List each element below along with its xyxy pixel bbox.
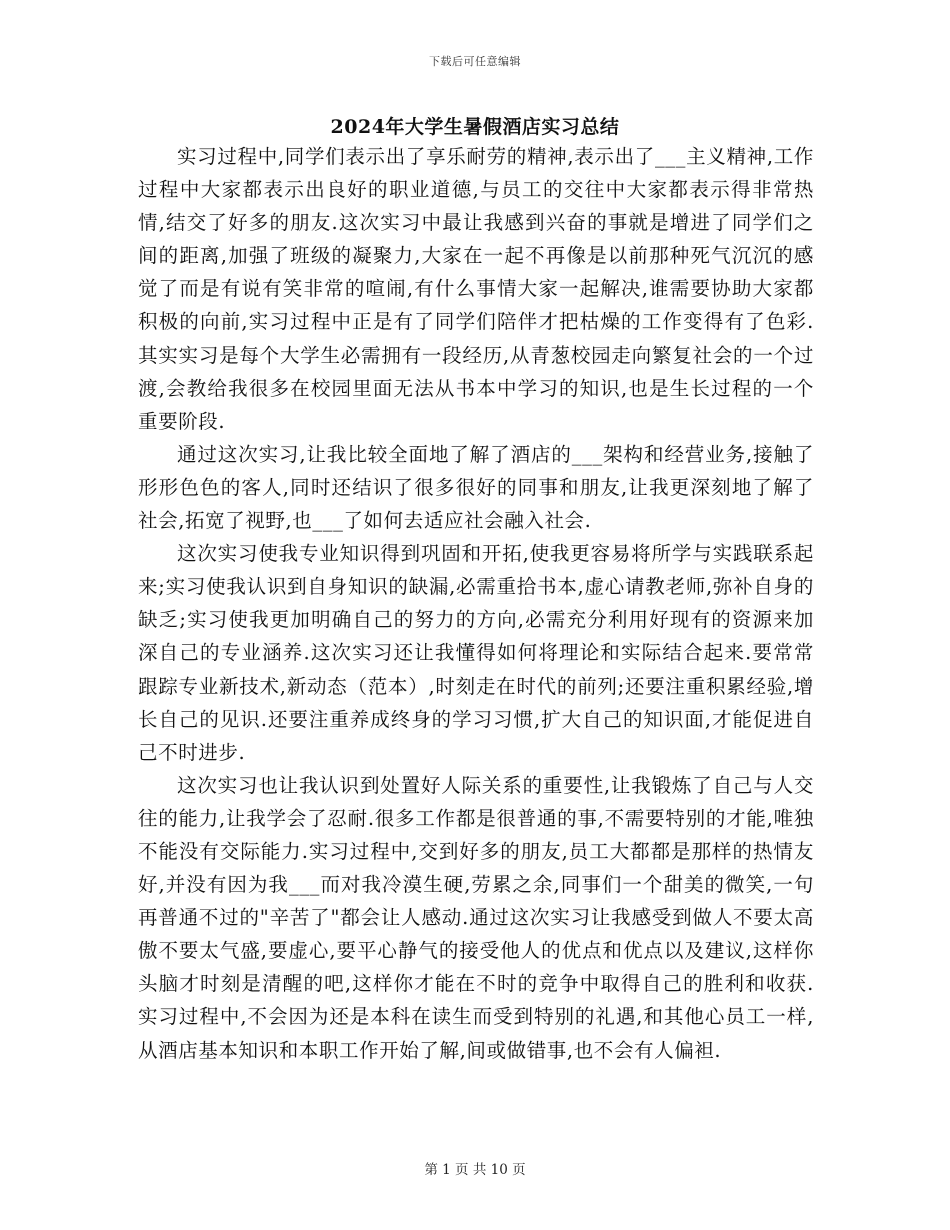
paragraph: 这次实习使我专业知识得到巩固和开拓,使我更容易将所学与实践联系起来;实习使我认识到自身知识的缺漏,必需重拾书本,虚心请教老师,弥补自身的缺乏;实习使我更加明确自己的努力的方向,必需充分利用好现有的资源来加深自己的专业涵养.这次实习还让我懂得如何将理论和实际结合起来.要常常跟踪专业新技术,新动态（范本）,时刻走在时代的前列;还要注重积累经验,增长自己的见识.还要注重养成终身的学习习惯,扩大自己的知识面,才能促进自己不时进步. <box>138 542 814 764</box>
paragraph: 实习过程中,同学们表示出了享乐耐劳的精神,表示出了___主义精神,工作过程中大家都表示出良好的职业道德,与员工的交往中大家都表示得非常热情,结交了好多的朋友.这次实习中最让我感到兴奋的事就是增进了同学们之间的距离,加强了班级的凝聚力,大家在一起不再像是以前那种死气沉沉的感觉了而是有说有笑非常的喧闹,有什么事情大家一起解决,谁需要协助大家都积极的向前,实习过程中正是有了同学们陪伴才把枯燥的工作变得有了色彩.其实实习是每个大学生必需拥有一段经历,从青葱校园走向繁复社会的一个过渡,会教给我很多在校园里面无法从书本中学习的知识,也是生长过程的一个重要阶段. <box>138 145 814 433</box>
paragraph: 通过这次实习,让我比较全面地了解了酒店的___架构和经营业务,接触了形形色色的客人,同时还结识了很多很好的同事和朋友,让我更深刻地了解了社会,拓宽了视野,也___了如何去适应社会融入社会. <box>138 442 814 533</box>
download-note: 下载后可任意编辑 <box>429 55 521 68</box>
document-title: 2024年大学生暑假酒店实习总结 <box>330 116 620 138</box>
paragraph: 这次实习也让我认识到处置好人际关系的重要性,让我锻炼了自己与人交往的能力,让我学会了忍耐.很多工作都是很普通的事,不需要特别的才能,唯独不能没有交际能力.实习过程中,交到好多的朋友,员工大都都是那样的热情友好,并没有因为我___而对我冷漠生硬,劳累之余,同事们一个甜美的微笑,一句再普通不过的"辛苦了"都会让人感动.通过这次实习让我感受到做人不要太高傲不要太气盛,要虚心,要平心静气的接受他人的优点和优点以及建议,这样你头脑才时刻是清醒的吧,这样你才能在不时的竞争中取得自己的胜利和收获.实习过程中,不会因为还是本科在读生而受到特别的礼遇,和其他心员工一样,从酒店基本知识和本职工作开始了解,间或做错事,也不会有人偏袒. <box>138 773 814 1062</box>
document-body <box>138 140 814 1067</box>
page-number: 第 1 页 共 10 页 <box>424 1162 526 1178</box>
